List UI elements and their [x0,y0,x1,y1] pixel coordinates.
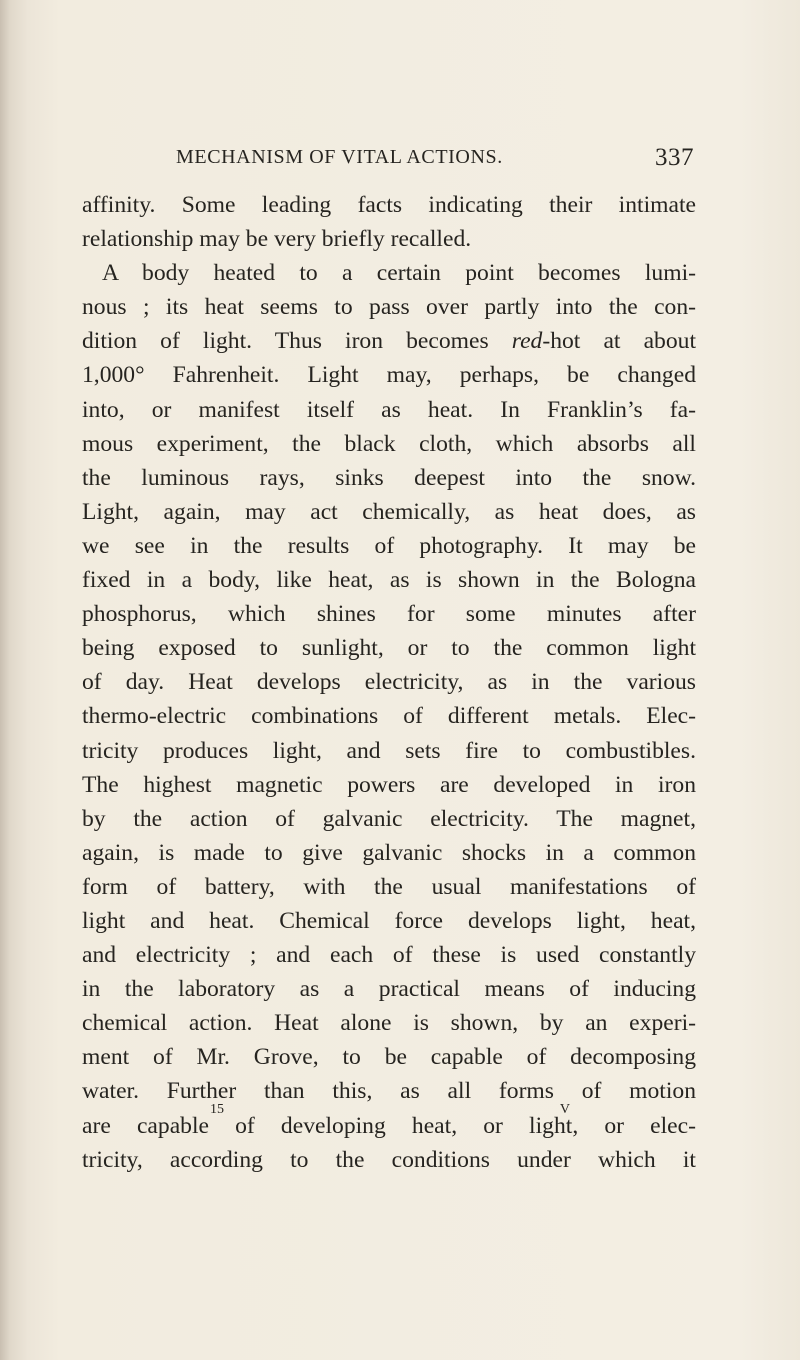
page-footer [210,1102,570,1122]
italic-word: red [511,328,543,355]
text-line: are capable of developing heat, or light, or elec- [82,1112,696,1139]
text-line: relationship may be very briefly recalled. [82,226,472,253]
text-fragment: -hot at about [542,328,697,355]
text-line: chemical action. Heat alone is shown, by an experi- [82,1010,696,1037]
text-line: in the laboratory as a practical means of inducing [82,976,696,1003]
signature-letter: V [559,1102,570,1117]
text-line: being exposed to sunlight, or to the common light [82,635,696,662]
text-line: light and heat. Chemical force develops light, heat, [82,907,696,934]
body-text [82,188,696,1177]
text-line: into, or manifest itself as heat. In Franklin’s fa- [82,396,696,423]
text-line-with-italic [82,324,696,358]
text-line: tricity, according to the conditions under which it [82,1146,696,1173]
running-head [176,146,694,176]
text-line: thermo-electric combinations of different metals. Elec- [82,703,696,730]
text-line: affinity. Some leading facts indicating their intimate [82,192,696,218]
text-line: fixed in a body, like heat, as is shown in the Bologna [82,567,696,594]
text-line: nous ; its heat seems to pass over partly into the con- [82,294,696,321]
text-line: we see in the results of photography. It may be [82,532,696,559]
text-line: mous experiment, the black cloth, which absorbs all [82,430,696,457]
running-title: MECHANISM OF VITAL ACTIONS. [176,146,503,168]
text-line: A body heated to a certain point becomes lumi- [102,260,696,287]
text-fragment: dition of light. Thus iron becomes [82,328,489,355]
signature-mark: 15 [210,1102,224,1117]
page-number: 337 [655,144,694,171]
text-line: 1,000° Fahrenheit. Light may, perhaps, be changed [82,362,696,389]
text-line: of day. Heat develops electricity, as in the various [82,669,696,696]
text-line: again, is made to give galvanic shocks in a common [82,839,696,866]
text-line: the luminous rays, sinks deepest into the snow. [82,464,696,491]
text-line: ment of Mr. Grove, to be capable of decomposing [82,1044,696,1071]
text-line: tricity produces light, and sets fire to combustibles. [82,737,696,764]
text-line: The highest magnetic powers are developed in iron [82,771,696,798]
text-line: phosphorus, which shines for some minutes after [82,601,696,628]
text-line: Light, again, may act chemically, as heat does, as [82,498,696,525]
text-line: form of battery, with the usual manifestations of [82,873,696,900]
text-line: and electricity ; and each of these is used constantly [82,942,696,969]
text-line: water. Further than this, as all forms of motion [82,1078,696,1105]
text-line: by the action of galvanic electricity. The magnet, [82,805,696,832]
